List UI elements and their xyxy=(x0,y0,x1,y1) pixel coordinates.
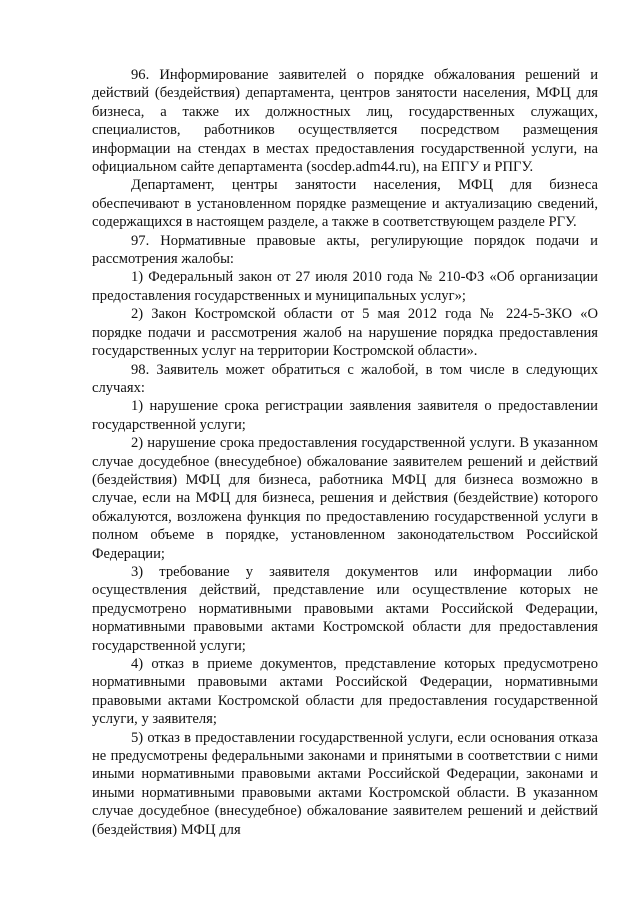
list-item-case-3: 3) требование у заявителя документов или информации либо осуществления действий, представление или осуществление которых не предусмотрено нормативными правовыми актами Российской Федерации, нормативными правовыми актами Костромской области для предоставления государственной услуги; xyxy=(92,563,598,654)
list-item-case-2: 2) нарушение срока предоставления государственной услуги. В указанном случае досудебное (внесудебное) обжалование заявителем решений и действий (бездействия) МФЦ для бизнеса, работника МФЦ для бизнеса возможно в случае, если на МФЦ для бизнеса, решения и действия (бездействие) которого обжалуются, возложена функция по предоставлению государственной услуги в полном объеме в порядке, установленном законодательством Российской Федерации; xyxy=(92,435,598,562)
list-item-regional-law: 2) Закон Костромской области от 5 мая 2012 года № 224-5-ЗКО «О порядке подачи и рассмотрения жалоб на нарушение порядка предоставления государственных услуг на территории Костромской области». xyxy=(92,306,598,360)
list-item-case-5: 5) отказ в предоставлении государственной услуги, если основания отказа не предусмотрены федеральными законами и принятыми в соответствии с ними иными нормативными правовыми актами Российской Федерации, законами и иными нормативными правовыми актами Костромской области. В указанном случае досудебное (внесудебное) обжалование заявителем решений и действий (бездействия) МФЦ для xyxy=(92,729,598,838)
list-item-federal-law: 1) Федеральный закон от 27 июля 2010 года № 210-ФЗ «Об организации предоставления государственных и муниципальных услуг»; xyxy=(92,269,598,304)
paragraph-97-normative-acts: 97. Нормативные правовые акты, регулирующие порядок подачи и рассмотрения жалобы: xyxy=(92,232,598,268)
paragraph-department-duties: Департамент, центры занятости населения, МФЦ для бизнеса обеспечивают в установленном порядке размещение и актуализацию сведений, содержащихся в настоящем разделе, а также в соответствующем разделе РГУ. xyxy=(92,177,598,231)
list-item-case-1: 1) нарушение срока регистрации заявления заявителя о предоставлении государственной услуги; xyxy=(92,398,598,433)
paragraph-98-complaint-cases: 98. Заявитель может обратиться с жалобой, в том числе в следующих случаях: xyxy=(92,361,598,396)
paragraph-96-informing: 96. Информирование заявителей о порядке обжалования решений и действий (бездействия) департамента, центров занятости населения, МФЦ для бизнеса, а также их должностных лиц, государственных служащих, специалистов, работников осуществляется посредством размещения информации на стендах в местах предоставления государственной услуги, на официальном сайте департамента (socdep.adm44.ru), на ЕПГУ и РПГУ. xyxy=(92,67,598,176)
list-item-case-4: 4) отказ в приеме документов, представление которых предусмотрено нормативными правовыми актами Российской Федерации, нормативными правовыми актами Костромской области для предоставления государственной услуги, у заявителя; xyxy=(92,656,598,728)
